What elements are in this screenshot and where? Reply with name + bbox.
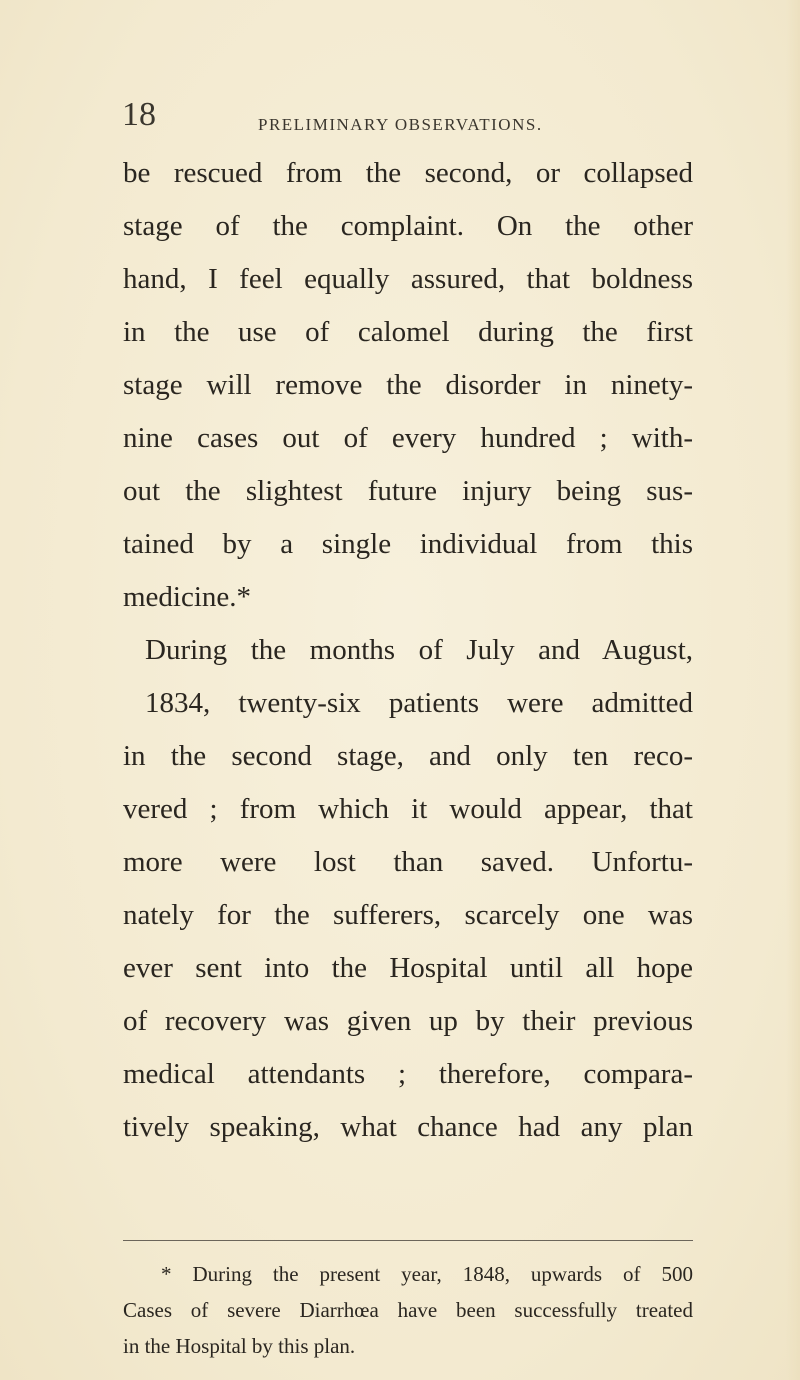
- body-line: in the second stage, and only ten reco-: [123, 740, 693, 772]
- body-line: medical attendants ; therefore, compara-: [123, 1058, 693, 1090]
- footnote-line: in the Hospital by this plan.: [123, 1334, 356, 1358]
- body-line: vered ; from which it would appear, that: [123, 793, 693, 825]
- footnote-line: * During the present year, 1848, upwards of 500: [161, 1262, 693, 1286]
- body-line: tained by a single individual from this: [123, 528, 693, 560]
- body-line: nately for the sufferers, scarcely one was: [123, 899, 693, 931]
- body-line: tively speaking, what chance had any plan: [123, 1111, 693, 1143]
- body-line: out the slightest future injury being sus-: [123, 475, 693, 507]
- page-number: 18: [122, 96, 156, 133]
- footnote-rule: [123, 1240, 693, 1241]
- paragraph-first-line: During the months of July and August,: [145, 634, 693, 666]
- body-text: [123, 147, 693, 1154]
- footnote: [123, 1256, 693, 1364]
- body-line: more were lost than saved. Unfortu-: [123, 846, 693, 878]
- body-line: nine cases out of every hundred ; with-: [123, 422, 693, 454]
- page-edge-shading: [786, 0, 800, 1380]
- running-head: PRELIMINARY OBSERVATIONS.: [258, 115, 543, 134]
- body-line: stage of the complaint. On the other: [123, 210, 693, 242]
- body-line: stage will remove the disorder in ninety-: [123, 369, 693, 401]
- body-line: of recovery was given up by their previous: [123, 1005, 693, 1037]
- body-line: ever sent into the Hospital until all hope: [123, 952, 693, 984]
- body-line: 1834, twenty-six patients were admitted: [145, 687, 693, 719]
- body-line: be rescued from the second, or collapsed: [123, 157, 693, 189]
- body-line: hand, I feel equally assured, that boldness: [123, 263, 693, 295]
- body-line: medicine.*: [123, 581, 252, 613]
- footnote-line: Cases of severe Diarrhœa have been successfully treated: [123, 1298, 693, 1322]
- body-line: in the use of calomel during the first: [123, 316, 693, 348]
